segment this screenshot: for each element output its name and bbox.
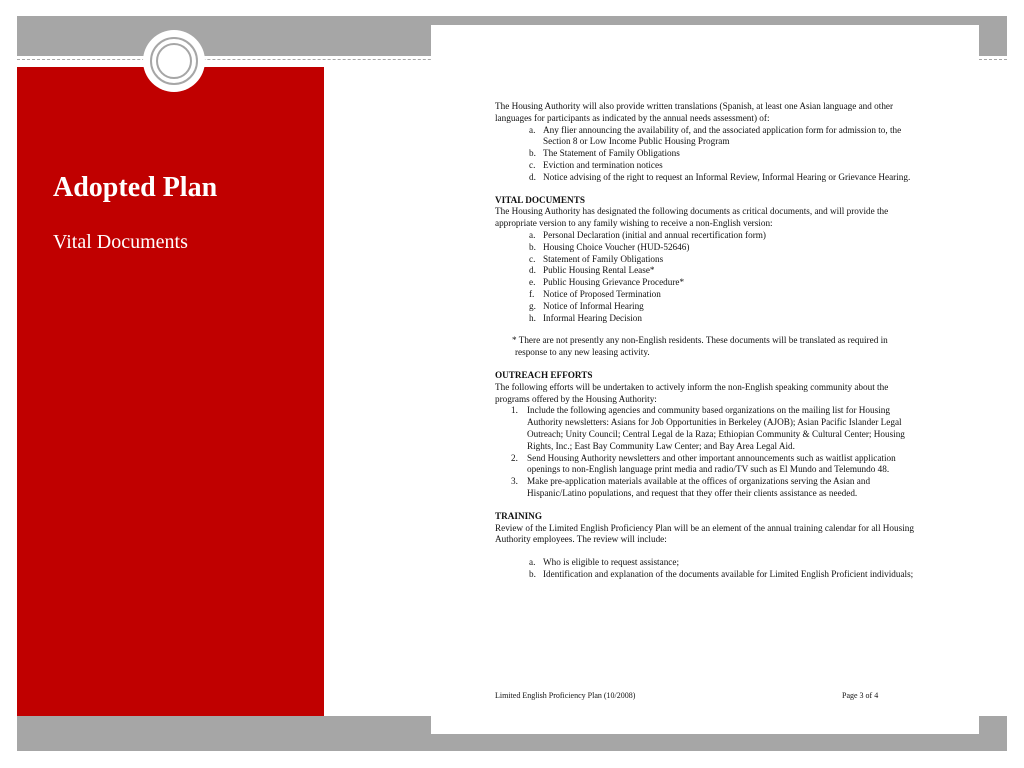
outreach-paragraph: The following efforts will be undertaken to actively inform the non-English speaking community about the programs offered by the Housing Authority: (495, 381, 889, 404)
training-list (495, 557, 920, 581)
list-item-text: Personal Declaration (initial and annual recertification form) (543, 229, 766, 240)
list-item (495, 148, 920, 160)
list-marker: e. (529, 277, 536, 288)
list-item-text: Include the following agencies and community based organizations on the mailing list for Housing Authority newsletters: Asians for Job Opportunities in Berkeley (AJOB); Asian Pacific Islander Legal Outreach; Unity Council; Central Legal de la Raza; Ethiopian Community & Cultural Center; Housing Rights, Inc.; East Bay Community Law Center; and Bay Area Legal Aid. (527, 405, 905, 451)
list-item-text: Make pre-application materials available at the offices of organizations serving the Asian and Hispanic/Latino populations, and request that they offer their clients assistance as needed. (527, 476, 871, 498)
spacer (495, 324, 920, 335)
list-item (495, 476, 920, 500)
list-marker: c. (529, 253, 536, 264)
slide-subtitle: Vital Documents (53, 231, 188, 253)
vital-documents-list (495, 230, 920, 324)
list-item-text: Identification and explanation of the documents available for Limited English Proficient individuals; (543, 568, 914, 579)
list-item-text: Statement of Family Obligations (543, 253, 664, 264)
list-marker: a. (529, 124, 536, 135)
page-number: Page 3 of 4 (842, 691, 879, 700)
vital-documents-paragraph: The Housing Authority has designated the following documents as critical documents, and will provide the appropriate version to any family wishing to receive a non-English version: (495, 206, 889, 229)
list-item (495, 125, 920, 149)
list-item-text: Eviction and termination notices (543, 159, 663, 170)
list-marker: 2. (511, 452, 518, 463)
training-heading: TRAINING (495, 510, 542, 521)
list-item (495, 301, 920, 313)
outreach-list (495, 405, 920, 499)
spacer (495, 184, 920, 195)
list-item (495, 160, 920, 172)
list-item (495, 172, 920, 184)
list-marker: b. (529, 148, 536, 159)
list-item-text: Notice of Informal Hearing (543, 300, 644, 311)
list-item-text: Send Housing Authority newsletters and other important announcements such as waitlist application openings to non-English language print media and radio/TV such as El Mundo and Telemundo 48. (527, 452, 896, 475)
list-marker: d. (529, 171, 536, 182)
list-item (495, 453, 920, 477)
list-item (495, 277, 920, 289)
vital-documents-heading: VITAL DOCUMENTS (495, 194, 585, 205)
spacer (495, 359, 920, 370)
intro-paragraph: The Housing Authority will also provide written translations (Spanish, at least one Asian language and other languages for participants as indicated by the annual needs assessment) of: (495, 101, 894, 123)
list-marker: a. (529, 229, 536, 240)
list-item (495, 557, 920, 569)
list-marker: b. (529, 241, 536, 252)
footnote: * There are not presently any non-English residents. These documents will be translated as required in response to any new leasing activity. (512, 335, 888, 358)
list-marker: h. (529, 312, 536, 323)
intro-list (495, 125, 920, 184)
spacer (495, 546, 920, 557)
list-item (495, 265, 920, 277)
list-item (495, 289, 920, 301)
list-item (495, 313, 920, 325)
list-item (495, 569, 920, 581)
list-item (495, 242, 920, 254)
document-footer-title: Limited English Proficiency Plan (10/2008) (495, 691, 636, 700)
list-marker: b. (529, 568, 536, 579)
list-marker: d. (529, 265, 536, 276)
list-marker: g. (529, 300, 536, 311)
list-marker: 3. (511, 476, 518, 487)
outreach-heading: OUTREACH EFFORTS (495, 369, 593, 380)
list-item-text: The Statement of Family Obligations (543, 148, 680, 159)
list-item-text: Notice advising of the right to request an Informal Review, Informal Hearing or Grievance Hearing. (543, 171, 911, 182)
list-item-text: Public Housing Grievance Procedure* (543, 277, 685, 288)
list-item-text: Housing Choice Voucher (HUD-52646) (543, 241, 690, 252)
circle-ornament-inner-ring (156, 43, 192, 79)
list-item-text: Informal Hearing Decision (543, 312, 642, 323)
list-item-text: Public Housing Rental Lease* (543, 265, 655, 276)
list-item (495, 254, 920, 266)
list-item-text: Notice of Proposed Termination (543, 288, 661, 299)
spacer (495, 500, 920, 511)
slide-title: Adopted Plan (53, 172, 218, 203)
list-item-text: Who is eligible to request assistance; (543, 557, 679, 568)
list-item-text: Any flier announcing the availability of, and the associated application form for admission to, the Section 8 or Low Income Public Housing Program (543, 124, 902, 147)
title-panel (17, 67, 324, 716)
list-item (495, 230, 920, 242)
training-paragraph: Review of the Limited English Proficiency Plan will be an element of the annual training calendar for all Housing Authority employees. The review will include: (495, 522, 914, 545)
list-marker: a. (529, 557, 536, 568)
list-marker: c. (529, 159, 536, 170)
document-body (495, 101, 920, 581)
list-marker: f. (529, 288, 535, 299)
list-item (495, 405, 920, 452)
list-marker: 1. (511, 405, 518, 416)
